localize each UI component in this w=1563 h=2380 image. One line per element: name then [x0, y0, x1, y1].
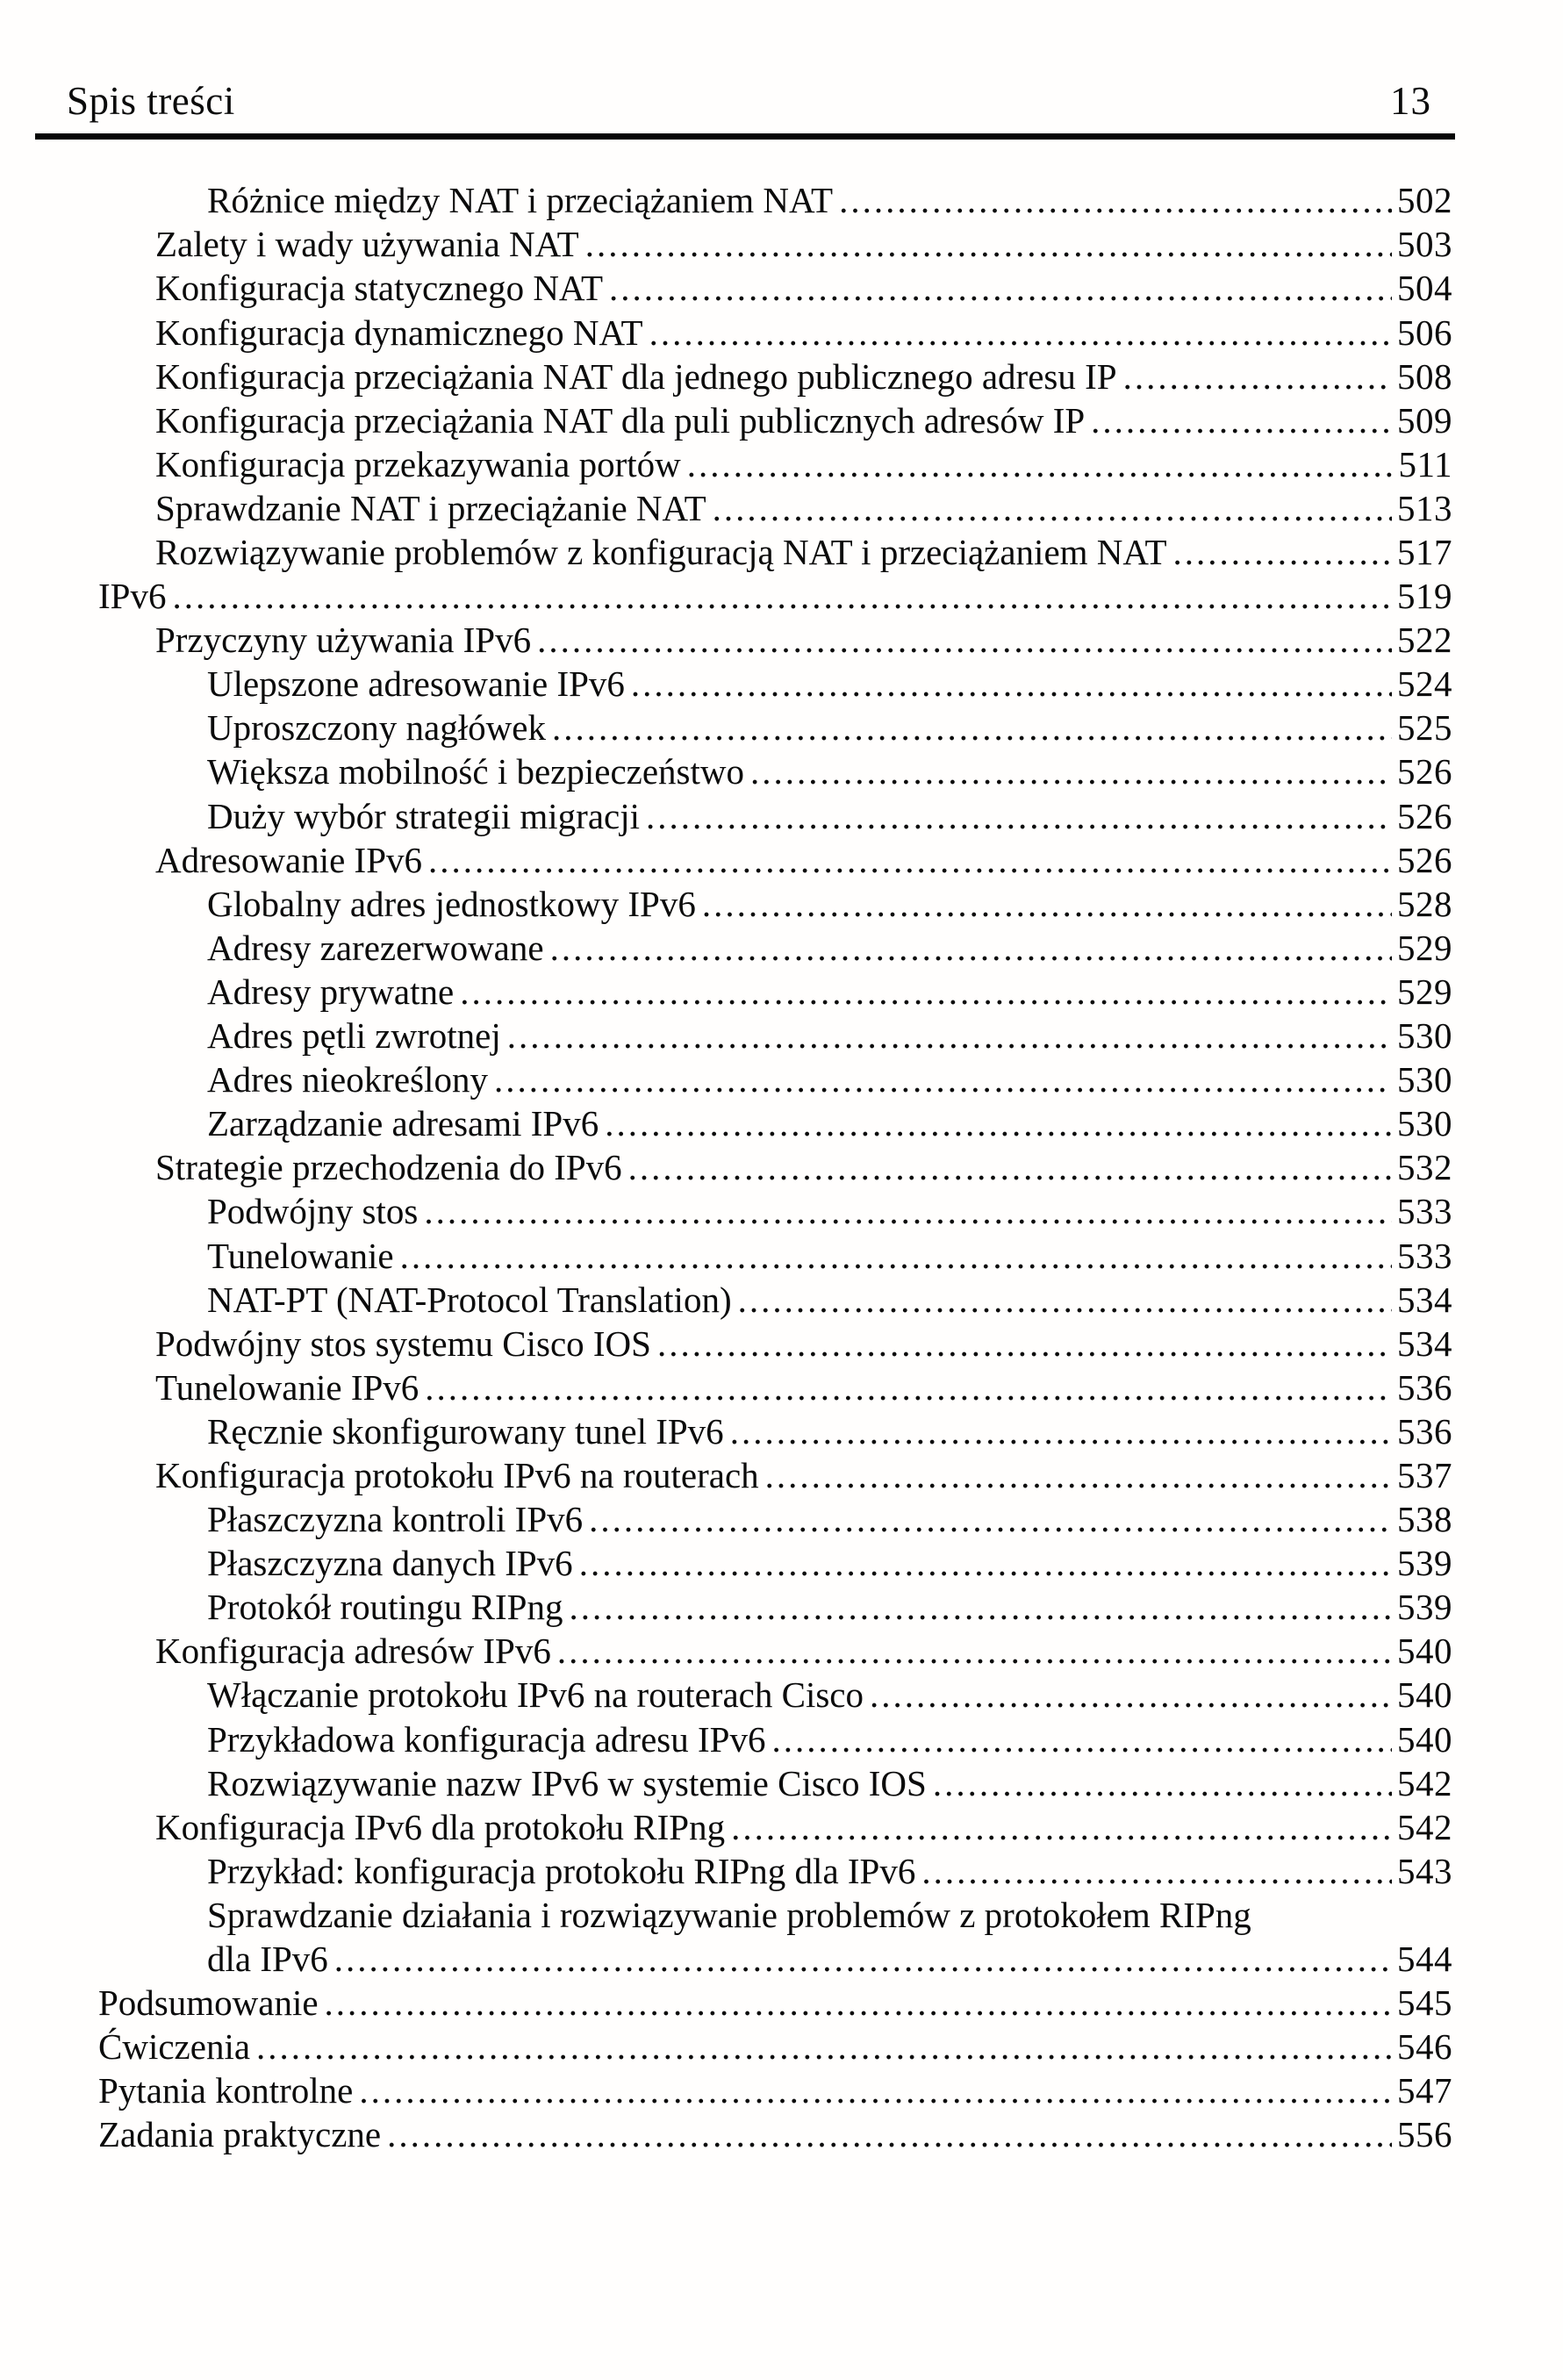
- toc-leader-dots: [585, 222, 1392, 266]
- toc-entry: [98, 398, 1452, 442]
- toc-entry-label: Tunelowanie: [207, 1235, 394, 1276]
- toc-leader-dots: [921, 1849, 1392, 1893]
- toc-entry: [98, 882, 1452, 926]
- toc-entry-page: 533: [1397, 1235, 1452, 1276]
- toc-entry-label: Konfiguracja przeciążania NAT dla jednego publicznego adresu IP: [155, 355, 1117, 397]
- toc-entry: [98, 1673, 1452, 1717]
- toc-entry-label: NAT-PT (NAT-Protocol Translation): [207, 1279, 732, 1320]
- toc-entry: [98, 1189, 1452, 1233]
- toc-leader-dots: [400, 1234, 1392, 1278]
- toc-leader-dots: [771, 1717, 1392, 1761]
- toc-entry: [98, 1585, 1452, 1629]
- toc-entry-label: Protokół routingu RIPng: [207, 1587, 563, 1628]
- toc-leader-dots: [870, 1673, 1392, 1717]
- toc-leader-dots: [628, 1145, 1392, 1189]
- toc-entry-label: Adres pętli zwrotnej: [207, 1015, 501, 1057]
- toc-entry: [98, 1278, 1452, 1322]
- toc-entry-page: 502: [1397, 180, 1452, 221]
- toc-entry: [98, 1234, 1452, 1278]
- toc-entry-label: Przykładowa konfiguracja adresu IPv6: [207, 1718, 766, 1760]
- toc-leader-dots: [425, 1366, 1392, 1409]
- toc-entry: [98, 1981, 1452, 2025]
- toc-entry-label: Rozwiązywanie nazw IPv6 w systemie Cisco IOS: [207, 1762, 927, 1803]
- toc-entry: [98, 1101, 1452, 1145]
- toc-leader-dots: [1173, 530, 1392, 574]
- toc-leader-dots: [631, 662, 1392, 706]
- toc-entry-page: 542: [1397, 1806, 1452, 1847]
- toc-leader-dots: [537, 618, 1392, 662]
- toc-leader-dots: [387, 2112, 1392, 2156]
- toc-entry-label: Globalny adres jednostkowy IPv6: [207, 883, 696, 924]
- toc-entry-page: 532: [1397, 1147, 1452, 1188]
- toc-entry-label: Duży wybór strategii migracji: [207, 795, 641, 836]
- toc-leader-dots: [460, 970, 1392, 1014]
- toc-leader-dots: [507, 1014, 1392, 1057]
- toc-entry: [98, 1717, 1452, 1761]
- toc-entry-page: 528: [1397, 883, 1452, 924]
- toc-leader-dots: [687, 442, 1394, 486]
- toc-entry: [98, 1497, 1452, 1541]
- toc-leader-dots: [325, 1981, 1392, 2025]
- toc-entry-page: 540: [1397, 1674, 1452, 1716]
- toc-entry-page: 537: [1397, 1454, 1452, 1495]
- toc-entry-label: Zarządzanie adresami IPv6: [207, 1103, 599, 1144]
- toc-entry: [98, 926, 1452, 970]
- toc-entry-label: Ręcznie skonfigurowany tunel IPv6: [207, 1410, 724, 1452]
- toc-entry-page: 524: [1397, 663, 1452, 705]
- toc-entry: [98, 1145, 1452, 1189]
- toc-leader-dots: [649, 311, 1392, 355]
- toc-entry-label: Adres nieokreślony: [207, 1059, 488, 1100]
- toc-leader-dots: [933, 1761, 1392, 1805]
- toc-leader-dots: [256, 2025, 1392, 2068]
- toc-entry-page: 530: [1397, 1059, 1452, 1100]
- toc-entry: [98, 1937, 1452, 1981]
- toc-entry-page: 539: [1397, 1543, 1452, 1584]
- toc-entry-page: 508: [1397, 355, 1452, 397]
- toc-entry-page: 538: [1397, 1499, 1452, 1540]
- toc-entry: [98, 618, 1452, 662]
- toc-leader-dots: [557, 1629, 1392, 1673]
- toc-entry: [98, 222, 1452, 266]
- toc-entry-page: 533: [1397, 1191, 1452, 1232]
- toc-entry: [98, 311, 1452, 355]
- toc-entry-label: Ćwiczenia: [98, 2026, 251, 2068]
- toc-entry-page: 540: [1397, 1718, 1452, 1760]
- toc-entry: [98, 574, 1452, 618]
- toc-entry: [98, 1322, 1452, 1366]
- toc-entry-label: Płaszczyzna kontroli IPv6: [207, 1499, 584, 1540]
- toc-leader-dots: [552, 706, 1392, 749]
- toc-entry-page: 526: [1397, 751, 1452, 792]
- toc-entry: [98, 266, 1452, 310]
- toc-entry-page: 526: [1397, 795, 1452, 836]
- toc-leader-dots: [359, 2068, 1392, 2112]
- toc-entry-label: Płaszczyzna danych IPv6: [207, 1543, 573, 1584]
- toc-entry: [98, 2068, 1452, 2112]
- toc-entry-page: 534: [1397, 1279, 1452, 1320]
- toc-leader-dots: [569, 1585, 1392, 1629]
- toc-entry-page: 519: [1397, 576, 1452, 617]
- toc-leader-dots: [1091, 398, 1392, 442]
- toc-entry-label: Ulepszone adresowanie IPv6: [207, 663, 625, 705]
- toc-entry-label: Adresy prywatne: [207, 971, 455, 1012]
- toc-leader-dots: [702, 882, 1392, 926]
- toc-entry-label: IPv6: [98, 576, 167, 617]
- toc-entry-page: 556: [1397, 2114, 1452, 2155]
- toc-entry-page: 544: [1397, 1939, 1452, 1979]
- page-number: 13: [1390, 79, 1431, 123]
- toc-entry-page: 517: [1397, 532, 1452, 572]
- toc-entry: [98, 838, 1452, 882]
- toc-entry: [98, 486, 1452, 530]
- toc-entry: [98, 1805, 1452, 1849]
- toc-entry-label: Konfiguracja IPv6 dla protokołu RIPng: [155, 1806, 726, 1847]
- toc-entry-label: Przykład: konfiguracja protokołu RIPng dla IPv6: [207, 1850, 916, 1891]
- toc-entry-label: Zadania praktyczne: [98, 2114, 382, 2155]
- toc-entry-label: Konfiguracja dynamicznego NAT: [155, 312, 643, 353]
- toc-entry: [98, 1366, 1452, 1409]
- toc-leader-dots: [646, 794, 1392, 838]
- toc-entry-page: 529: [1397, 971, 1452, 1012]
- toc-entry: [98, 970, 1452, 1014]
- toc-entry-page: 504: [1397, 268, 1452, 309]
- toc-entry-page: 545: [1397, 1982, 1452, 2024]
- toc-entry-label: Rozwiązywanie problemów z konfiguracją NAT i przeciążaniem NAT: [155, 532, 1167, 572]
- toc-entry: [98, 355, 1452, 398]
- toc-entry-page: 539: [1397, 1587, 1452, 1628]
- toc-entry-label: Strategie przechodzenia do IPv6: [155, 1147, 622, 1188]
- toc-entry-page: 509: [1397, 399, 1452, 441]
- toc-entry: [98, 2025, 1452, 2068]
- toc-entry: [98, 1893, 1452, 1937]
- toc-entry: [98, 1541, 1452, 1585]
- toc-entry-label: Różnice między NAT i przeciążaniem NAT: [207, 180, 834, 221]
- toc-entry-page: 542: [1397, 1762, 1452, 1803]
- toc-entry-page: 543: [1397, 1850, 1452, 1891]
- toc-entry: [98, 662, 1452, 706]
- toc-entry-label: Konfiguracja przekazywania portów: [155, 443, 681, 484]
- toc-entry-label: Konfiguracja przeciążania NAT dla puli publicznych adresów IP: [155, 399, 1086, 441]
- toc-entry: [98, 178, 1452, 222]
- toc-entry-page: 529: [1397, 927, 1452, 968]
- toc-entry-label: Konfiguracja adresów IPv6: [155, 1631, 551, 1672]
- toc-leader-dots: [550, 926, 1392, 970]
- toc-entry: [98, 1409, 1452, 1453]
- toc-list: [98, 178, 1452, 2156]
- toc-leader-dots: [731, 1805, 1392, 1849]
- toc-entry-page: 522: [1397, 620, 1452, 661]
- toc-leader-dots: [428, 838, 1392, 882]
- toc-leader-dots: [605, 1101, 1392, 1145]
- toc-leader-dots: [589, 1497, 1392, 1541]
- toc-entry: [98, 530, 1452, 574]
- toc-entry-page: 536: [1397, 1366, 1452, 1408]
- toc-leader-dots: [765, 1453, 1392, 1497]
- toc-entry-label: Pytania kontrolne: [98, 2070, 354, 2111]
- toc-leader-dots: [730, 1409, 1392, 1453]
- toc-leader-dots: [839, 178, 1392, 222]
- toc-entry-label: Przyczyny używania IPv6: [155, 620, 532, 661]
- toc-entry-label: Konfiguracja protokołu IPv6 na routerach: [155, 1454, 759, 1495]
- page-header: [0, 0, 1563, 122]
- header-rule: [35, 133, 1455, 140]
- toc-leader-dots: [657, 1322, 1392, 1366]
- toc-entry-page: 546: [1397, 2026, 1452, 2068]
- page-title: Spis treści: [67, 79, 235, 123]
- toc-leader-dots: [750, 749, 1392, 793]
- toc-entry-page: 503: [1397, 224, 1452, 265]
- toc-entry-label: dla IPv6: [207, 1939, 328, 1979]
- toc-leader-dots: [424, 1189, 1392, 1233]
- toc-entry-label: Większa mobilność i bezpieczeństwo: [207, 751, 744, 792]
- toc-entry-label: Podwójny stos: [207, 1191, 419, 1232]
- toc-entry-label: Sprawdzanie działania i rozwiązywanie problemów z protokołem RIPng: [207, 1894, 1251, 1935]
- toc-leader-dots: [172, 574, 1392, 618]
- toc-leader-dots: [579, 1541, 1392, 1585]
- toc-entry-label: Zalety i wady używania NAT: [155, 224, 579, 265]
- toc-entry: [98, 749, 1452, 793]
- toc-entry-page: 506: [1397, 312, 1452, 353]
- toc-entry: [98, 1761, 1452, 1805]
- toc-entry-label: Podwójny stos systemu Cisco IOS: [155, 1323, 651, 1364]
- toc-entry-page: 530: [1397, 1015, 1452, 1057]
- toc-entry-page: 511: [1398, 443, 1452, 484]
- toc-entry: [98, 1629, 1452, 1673]
- toc-entry-label: Adresowanie IPv6: [155, 839, 423, 880]
- toc-entry-label: Podsumowanie: [98, 1982, 319, 2024]
- toc-entry-label: Tunelowanie IPv6: [155, 1366, 419, 1408]
- toc-entry-label: Konfiguracja statycznego NAT: [155, 268, 604, 309]
- toc-entry-page: 534: [1397, 1323, 1452, 1364]
- toc-entry-page: 513: [1397, 487, 1452, 528]
- toc-entry: [98, 1453, 1452, 1497]
- toc-leader-dots: [609, 266, 1392, 310]
- toc-entry: [98, 706, 1452, 749]
- toc-entry-page: 536: [1397, 1410, 1452, 1452]
- toc-leader-dots: [738, 1278, 1392, 1322]
- toc-entry: [98, 2112, 1452, 2156]
- toc-entry: [98, 794, 1452, 838]
- toc-leader-dots: [494, 1057, 1392, 1101]
- toc-entry-label: Adresy zarezerwowane: [207, 927, 544, 968]
- toc-entry: [98, 442, 1452, 486]
- toc-entry-page: 530: [1397, 1103, 1452, 1144]
- toc-entry-page: 526: [1397, 839, 1452, 880]
- toc-entry: [98, 1057, 1452, 1101]
- toc-entry-label: Sprawdzanie NAT i przeciążanie NAT: [155, 487, 706, 528]
- toc-leader-dots: [1123, 355, 1392, 398]
- toc-entry-page: 525: [1397, 707, 1452, 749]
- toc-entry: [98, 1849, 1452, 1893]
- toc-entry: [98, 1014, 1452, 1057]
- toc-entry-label: Uproszczony nagłówek: [207, 707, 546, 749]
- toc-leader-dots: [713, 486, 1392, 530]
- toc-entry-page: 540: [1397, 1631, 1452, 1672]
- toc-entry-page: 547: [1397, 2070, 1452, 2111]
- toc-leader-dots: [334, 1937, 1392, 1981]
- toc-entry-label: Włączanie protokołu IPv6 na routerach Cisco: [207, 1674, 864, 1716]
